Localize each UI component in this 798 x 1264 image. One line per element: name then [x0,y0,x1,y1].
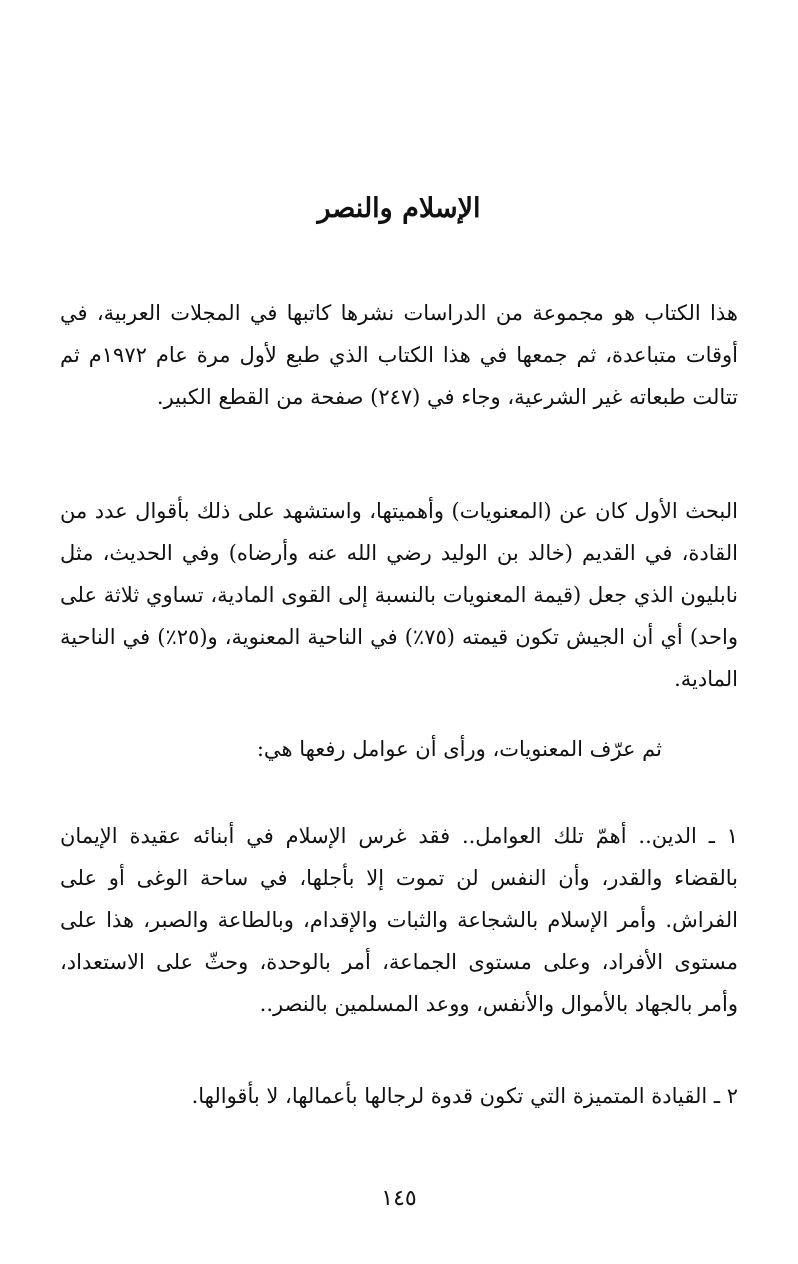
paragraph-morale: البحث الأول كان عن (المعنويات) وأهميتها، واستشهد على ذلك بأقوال عدد من القادة، في القديم (خالد بن الوليد رضي الله عنه وأرضاه) وفي الحديث، مثل نابليون الذي جعل (قيمة المعنويات بالنسبة إلى القوى المادية، تساوي ثلاثة على واحد) أي أن الجيش تكون قيمته (٧٥٪) في الناحية المعنوية، و(٢٥٪) في الناحية المادية. [60,499,738,691]
paragraph-factors-intro: ثم عرّف المعنويات، ورأى أن عوامل رفعها هي: [256,737,662,761]
chapter-title: الإسلام والنصر [317,193,481,224]
paragraph-intro: هذا الكتاب هو مجموعة من الدراسات نشرها كاتبها في المجلات العربية، في أوقات متباعدة، ثم جمعها في هذا الكتاب الذي طبع لأول مرة عام ١٩٧٢م ثم تتالت طبعاته غير الشرعية، وجاء في (٢٤٧) صفحة من القطع الكبير. [60,301,738,409]
paragraph-factor-religion: ١ ـ الدين.. أهمّ تلك العوامل.. فقد غرس الإسلام في أبنائه عقيدة الإيمان بالقضاء والقدر، وأن النفس لن تموت إلا بأجلها، في ساحة الوغى أو على الفراش. وأمر الإسلام بالشجاعة والثبات والإقدام، وبالطاعة والصبر، هذا على مستوى الأفراد، وعلى مستوى الجماعة، أمر بالوحدة، وحثّ على الاستعداد، وأمر بالجهاد بالأموال والأنفس، ووعد المسلمين بالنصر.. [60,824,738,1016]
page-number: ١٤٥ [381,1186,417,1211]
book-page [60,0,738,1264]
paragraph-factor-leadership: ٢ ـ القيادة المتميزة التي تكون قدوة لرجالها بأعمالها، لا بأقوالها. [191,1084,738,1108]
